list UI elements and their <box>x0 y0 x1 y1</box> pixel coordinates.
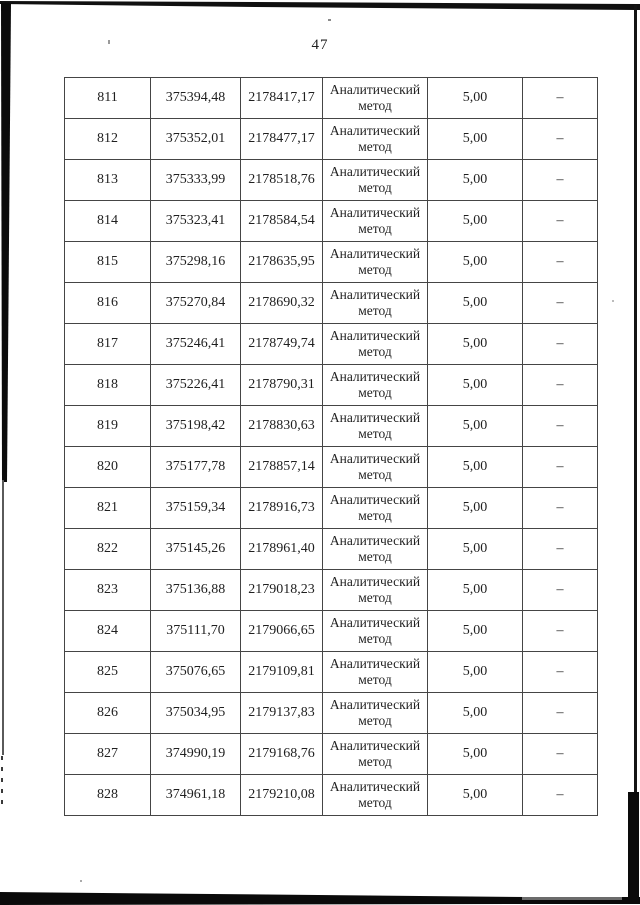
point-number-cell: 827 <box>65 734 151 775</box>
method-cell: Аналитический метод <box>323 242 428 283</box>
table-row <box>65 119 598 160</box>
note-cell: – <box>523 160 598 201</box>
coordinate-y-cell: 2178518,76 <box>241 160 323 201</box>
method-cell: Аналитический метод <box>323 406 428 447</box>
precision-cell: 5,00 <box>428 447 523 488</box>
precision-cell: 5,00 <box>428 775 523 816</box>
method-cell: Аналитический метод <box>323 488 428 529</box>
coordinate-x-cell: 375226,41 <box>151 365 241 406</box>
table-row <box>65 570 598 611</box>
coordinate-y-cell: 2178916,73 <box>241 488 323 529</box>
table-row <box>65 488 598 529</box>
note-cell: – <box>523 324 598 365</box>
method-cell: Аналитический метод <box>323 447 428 488</box>
coordinate-x-cell: 375323,41 <box>151 201 241 242</box>
coordinate-x-cell: 375352,01 <box>151 119 241 160</box>
note-cell: – <box>523 652 598 693</box>
coordinate-x-cell: 375145,26 <box>151 529 241 570</box>
coordinate-y-cell: 2178584,54 <box>241 201 323 242</box>
method-cell: Аналитический метод <box>323 611 428 652</box>
precision-cell: 5,00 <box>428 283 523 324</box>
precision-cell: 5,00 <box>428 611 523 652</box>
table-row <box>65 529 598 570</box>
note-cell: – <box>523 529 598 570</box>
method-cell: Аналитический метод <box>323 529 428 570</box>
table-row <box>65 775 598 816</box>
coordinate-x-cell: 375394,48 <box>151 78 241 119</box>
coordinate-y-cell: 2178749,74 <box>241 324 323 365</box>
note-cell: – <box>523 283 598 324</box>
note-cell: – <box>523 734 598 775</box>
precision-cell: 5,00 <box>428 570 523 611</box>
point-number-cell: 825 <box>65 652 151 693</box>
coordinate-y-cell: 2178830,63 <box>241 406 323 447</box>
precision-cell: 5,00 <box>428 693 523 734</box>
coordinate-y-cell: 2179137,83 <box>241 693 323 734</box>
scan-speck <box>80 880 82 882</box>
coordinate-x-cell: 375298,16 <box>151 242 241 283</box>
table-row <box>65 242 598 283</box>
coordinate-x-cell: 375333,99 <box>151 160 241 201</box>
coordinate-y-cell: 2178417,17 <box>241 78 323 119</box>
note-cell: – <box>523 570 598 611</box>
table-row <box>65 283 598 324</box>
note-cell: – <box>523 78 598 119</box>
page-number: 47 <box>311 37 329 53</box>
precision-cell: 5,00 <box>428 324 523 365</box>
method-cell: Аналитический метод <box>323 693 428 734</box>
precision-cell: 5,00 <box>428 78 523 119</box>
scan-speck <box>328 19 331 21</box>
scan-artifact-bottom-fade <box>522 897 622 900</box>
point-number-cell: 811 <box>65 78 151 119</box>
coordinate-x-cell: 375111,70 <box>151 611 241 652</box>
coordinate-x-cell: 375177,78 <box>151 447 241 488</box>
method-cell: Аналитический метод <box>323 570 428 611</box>
point-number-cell: 816 <box>65 283 151 324</box>
point-number-cell: 824 <box>65 611 151 652</box>
table-row <box>65 693 598 734</box>
coordinate-x-cell: 375034,95 <box>151 693 241 734</box>
table-row <box>65 406 598 447</box>
coordinate-x-cell: 375198,42 <box>151 406 241 447</box>
point-number-cell: 821 <box>65 488 151 529</box>
table-row <box>65 365 598 406</box>
table-row <box>65 160 598 201</box>
precision-cell: 5,00 <box>428 529 523 570</box>
point-number-cell: 815 <box>65 242 151 283</box>
precision-cell: 5,00 <box>428 242 523 283</box>
table-row <box>65 201 598 242</box>
coordinate-x-cell: 374990,19 <box>151 734 241 775</box>
point-number-cell: 826 <box>65 693 151 734</box>
method-cell: Аналитический метод <box>323 734 428 775</box>
note-cell: – <box>523 365 598 406</box>
table-row <box>65 734 598 775</box>
note-cell: – <box>523 488 598 529</box>
coordinates-table-wrap <box>64 77 598 816</box>
note-cell: – <box>523 201 598 242</box>
point-number-cell: 822 <box>65 529 151 570</box>
coordinate-y-cell: 2179018,23 <box>241 570 323 611</box>
coordinate-y-cell: 2178635,95 <box>241 242 323 283</box>
precision-cell: 5,00 <box>428 652 523 693</box>
table-row <box>65 652 598 693</box>
table-row <box>65 324 598 365</box>
note-cell: – <box>523 119 598 160</box>
point-number-cell: 814 <box>65 201 151 242</box>
method-cell: Аналитический метод <box>323 283 428 324</box>
scan-artifact-bottom-bar <box>0 891 640 905</box>
method-cell: Аналитический метод <box>323 160 428 201</box>
scan-artifact-left-line <box>2 480 4 755</box>
method-cell: Аналитический метод <box>323 324 428 365</box>
coordinate-y-cell: 2178857,14 <box>241 447 323 488</box>
coordinate-y-cell: 2178477,17 <box>241 119 323 160</box>
table-row <box>65 611 598 652</box>
method-cell: Аналитический метод <box>323 78 428 119</box>
scan-artifact-right-line <box>634 5 637 795</box>
method-cell: Аналитический метод <box>323 652 428 693</box>
point-number-cell: 828 <box>65 775 151 816</box>
scan-speck <box>108 40 110 44</box>
precision-cell: 5,00 <box>428 119 523 160</box>
precision-cell: 5,00 <box>428 406 523 447</box>
point-number-cell: 817 <box>65 324 151 365</box>
table-row <box>65 78 598 119</box>
scan-artifact-top-edge <box>0 0 640 10</box>
coordinate-x-cell: 375246,41 <box>151 324 241 365</box>
note-cell: – <box>523 775 598 816</box>
coordinate-x-cell: 374961,18 <box>151 775 241 816</box>
note-cell: – <box>523 242 598 283</box>
point-number-cell: 818 <box>65 365 151 406</box>
method-cell: Аналитический метод <box>323 119 428 160</box>
note-cell: – <box>523 447 598 488</box>
coordinate-y-cell: 2178790,31 <box>241 365 323 406</box>
point-number-cell: 813 <box>65 160 151 201</box>
precision-cell: 5,00 <box>428 365 523 406</box>
scan-speck <box>612 300 614 302</box>
method-cell: Аналитический метод <box>323 775 428 816</box>
note-cell: – <box>523 611 598 652</box>
note-cell: – <box>523 693 598 734</box>
table-row <box>65 447 598 488</box>
scan-artifact-left-dashes <box>1 756 3 808</box>
precision-cell: 5,00 <box>428 488 523 529</box>
coordinate-y-cell: 2179109,81 <box>241 652 323 693</box>
coordinate-x-cell: 375159,34 <box>151 488 241 529</box>
coordinate-y-cell: 2179066,65 <box>241 611 323 652</box>
scan-artifact-left-bar <box>0 3 12 482</box>
coordinate-x-cell: 375270,84 <box>151 283 241 324</box>
method-cell: Аналитический метод <box>323 365 428 406</box>
coordinate-x-cell: 375076,65 <box>151 652 241 693</box>
coordinate-y-cell: 2179168,76 <box>241 734 323 775</box>
coordinate-y-cell: 2178690,32 <box>241 283 323 324</box>
point-number-cell: 819 <box>65 406 151 447</box>
point-number-cell: 812 <box>65 119 151 160</box>
precision-cell: 5,00 <box>428 734 523 775</box>
point-number-cell: 820 <box>65 447 151 488</box>
precision-cell: 5,00 <box>428 201 523 242</box>
scan-artifact-right-bar <box>628 792 639 899</box>
coordinates-table <box>64 77 598 816</box>
method-cell: Аналитический метод <box>323 201 428 242</box>
coordinate-y-cell: 2179210,08 <box>241 775 323 816</box>
coordinate-x-cell: 375136,88 <box>151 570 241 611</box>
point-number-cell: 823 <box>65 570 151 611</box>
coordinate-y-cell: 2178961,40 <box>241 529 323 570</box>
note-cell: – <box>523 406 598 447</box>
precision-cell: 5,00 <box>428 160 523 201</box>
